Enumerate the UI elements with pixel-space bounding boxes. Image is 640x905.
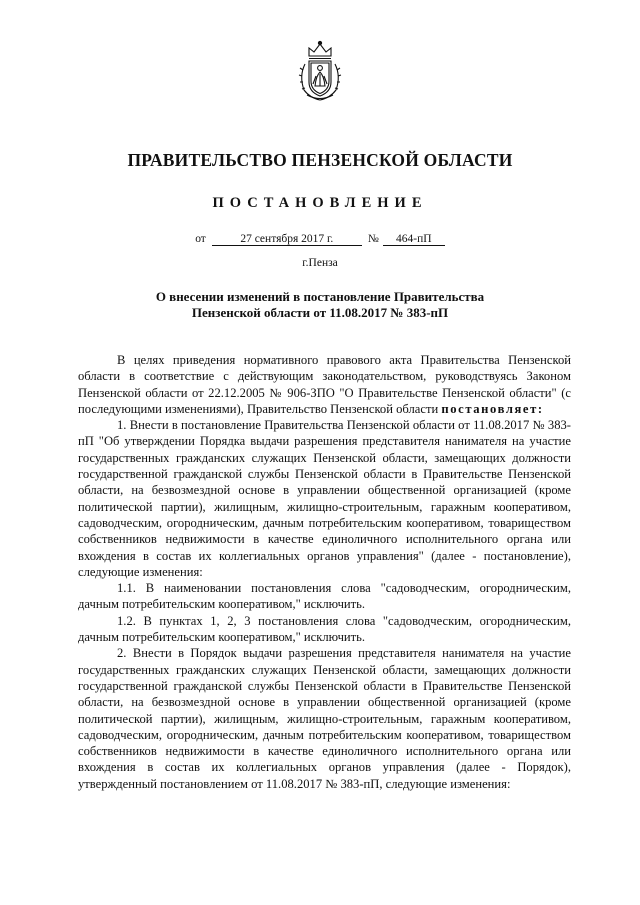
coat-of-arms-emblem [298, 40, 342, 102]
document-number: 464-пП [383, 233, 445, 246]
paragraph-1-1: 1.1. В наименовании постановления слова "садоводческим, огородническим, дачным потребительским кооперативом," исключить. [78, 581, 571, 612]
date-prefix: от [195, 233, 206, 245]
document-subject [100, 289, 540, 320]
intro-text: В целях приведения нормативного правового акта Правительства Пензенской области в соответствие с действующим законодательством, руководствуясь Законом Пензенской области от 22.12.2005 № 906-ЗПО "О Правительстве Пензенской области" (с последующими изменениями), Правительство Пензенской области [78, 353, 571, 416]
document-date: 27 сентября 2017 г. [212, 233, 362, 246]
number-prefix: № [367, 233, 379, 245]
paragraph-intro [78, 352, 571, 417]
subject-line-1: О внесении изменений в постановление Правительства [155, 289, 485, 304]
organization-title: ПРАВИТЕЛЬСТВО ПЕНЗЕНСКОЙ ОБЛАСТИ [127, 150, 513, 170]
document-type-heading: ПОСТАНОВЛЕНИЕ [212, 195, 428, 211]
paragraph-1: 1. Внести в постановление Правительства Пензенской области от 11.08.2017 № 383-пП "Об утверждении Порядка выдачи разрешения представителя нанимателя на участие государственных гражданских служащих Пензенской области, замещающих должности государственной гражданской службы Пензенской области в Правительстве Пензенской области, на безвозмездной основе в управлении общественной организацией (кроме политической партии), жилищным, жилищно-строительным, гаражным кооперативом, садоводческим, огородническим, дачным потребительским кооперативом, товариществом собственников недвижимости в качестве единоличного исполнительного органа или вхождения в состав их коллегиальных органов управления" (далее - постановление), следующие изменения: [78, 418, 571, 579]
date-number-line [0, 233, 640, 246]
paragraph-1-2: 1.2. В пунктах 1, 2, 3 постановления слова "садоводческим, огородническим, дачным потребительским кооперативом," исключить. [78, 613, 571, 645]
document-body [78, 352, 571, 792]
subject-line-2: Пензенской области от 11.08.2017 № 383-пП [191, 304, 449, 320]
resolves-keyword: постановляет: [441, 401, 544, 416]
city-label: г.Пенза [302, 257, 338, 269]
paragraph-2: 2. Внести в Порядок выдачи разрешения представителя нанимателя на участие государственных гражданских служащих Пензенской области, замещающих должности государственной гражданской службы Пензенской области в Правительстве Пензенской области, на безвозмездной основе в управлении общественной организацией (кроме политической партии), жилищным, жилищно-строительным, гаражным кооперативом, садоводческим, огородническим, дачным потребительским кооперативом, товариществом собственников недвижимости в качестве единоличного исполнительного органа или вхождения в состав их коллегиальных органов управления (далее - Порядок), утвержденный постановлением от 11.08.2017 № 383-пП, следующие изменения: [78, 646, 571, 791]
